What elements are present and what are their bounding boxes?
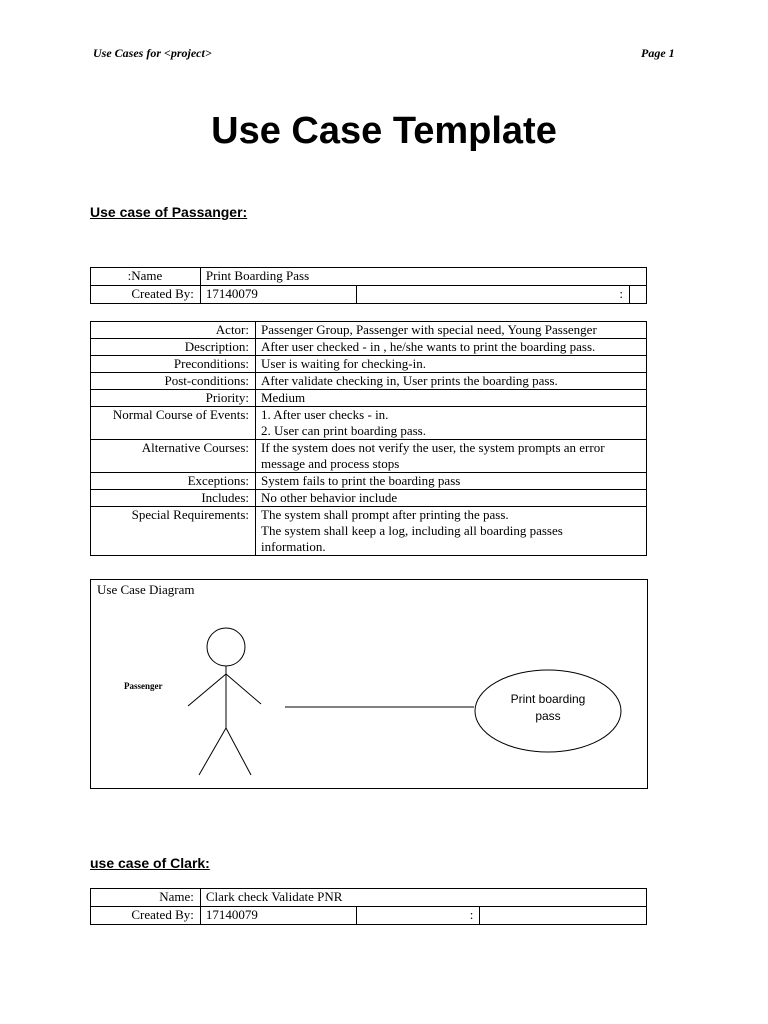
detail-row — [91, 322, 647, 339]
page-number: Page 1 — [641, 46, 675, 60]
name-label: :Name — [91, 268, 201, 286]
detail-value — [256, 407, 647, 440]
detail-row — [91, 390, 647, 407]
clark-header-table — [90, 888, 647, 925]
created-extra: : — [356, 907, 480, 925]
name-value: Print Boarding Pass — [200, 268, 646, 286]
detail-label: Priority: — [91, 390, 256, 407]
detail-label: Special Requirements: — [91, 507, 256, 556]
empty-cell — [629, 286, 646, 304]
created-by-label: Created By: — [91, 907, 201, 925]
use-case-label-line-2: pass — [535, 709, 561, 723]
detail-value — [256, 373, 647, 390]
created-by-value: 17140079 — [200, 907, 356, 925]
detail-label: Includes: — [91, 490, 256, 507]
detail-value-line: 1. After user checks - in. — [261, 407, 389, 422]
detail-value — [256, 507, 647, 556]
detail-row — [91, 356, 647, 373]
detail-value — [256, 390, 647, 407]
created-by-value: 17140079 — [200, 286, 356, 304]
detail-value — [256, 356, 647, 373]
detail-value-line: 2. User can print boarding pass. — [261, 423, 426, 438]
use-case-diagram — [90, 579, 648, 789]
passenger-section-heading: Use case of Passanger: — [90, 204, 248, 220]
detail-value — [256, 339, 647, 356]
created-by-label: Created By: — [91, 286, 201, 304]
detail-row — [91, 339, 647, 356]
detail-value-line: message and process stops — [261, 456, 400, 471]
detail-row — [91, 373, 647, 390]
detail-value-line: Passenger Group, Passenger with special need, Young Passenger — [261, 322, 597, 337]
detail-value-line: After user checked - in , he/she wants to print the boarding pass. — [261, 339, 596, 354]
detail-value — [256, 440, 647, 473]
empty-cell — [480, 907, 647, 925]
stick-figure-actor — [188, 628, 261, 775]
detail-value — [256, 490, 647, 507]
detail-value-line: User is waiting for checking-in. — [261, 356, 426, 371]
detail-value-line: The system shall prompt after printing the pass. — [261, 507, 509, 522]
actor-label: Passenger — [124, 681, 163, 691]
detail-row — [91, 507, 647, 556]
detail-row — [91, 407, 647, 440]
detail-label: Normal Course of Events: — [91, 407, 256, 440]
detail-value — [256, 473, 647, 490]
diagram-title: Use Case Diagram — [97, 582, 195, 597]
page-title: Use Case Template — [211, 110, 557, 152]
name-label: Name: — [91, 889, 201, 907]
detail-value — [256, 322, 647, 339]
detail-value-line: No other behavior include — [261, 490, 398, 505]
detail-label: Actor: — [91, 322, 256, 339]
use-case-label-line-1: Print boarding — [510, 692, 586, 706]
detail-label: Description: — [91, 339, 256, 356]
detail-label: Exceptions: — [91, 473, 256, 490]
clark-section-heading: use case of Clark: — [90, 855, 210, 871]
detail-value-line: information. — [261, 539, 326, 554]
passenger-header-table — [90, 267, 647, 304]
detail-value-line: If the system does not verify the user, the system prompts an error — [261, 440, 605, 455]
detail-row — [91, 473, 647, 490]
detail-label: Alternative Courses: — [91, 440, 256, 473]
detail-value-line: System fails to print the boarding pass — [261, 473, 461, 488]
passenger-details-table — [90, 321, 647, 556]
diagram-canvas — [91, 580, 647, 788]
detail-row — [91, 490, 647, 507]
detail-label: Preconditions: — [91, 356, 256, 373]
created-extra: : — [356, 286, 629, 304]
name-value: Clark check Validate PNR — [200, 889, 646, 907]
detail-row — [91, 440, 647, 473]
use-case-label — [486, 691, 610, 725]
detail-label: Post-conditions: — [91, 373, 256, 390]
page-header-title: Use Cases for <project> — [93, 46, 212, 60]
detail-value-line: Medium — [261, 390, 306, 405]
detail-value-line: After validate checking in, User prints the boarding pass. — [261, 373, 558, 388]
detail-value-line: The system shall keep a log, including all boarding passes — [261, 523, 563, 538]
